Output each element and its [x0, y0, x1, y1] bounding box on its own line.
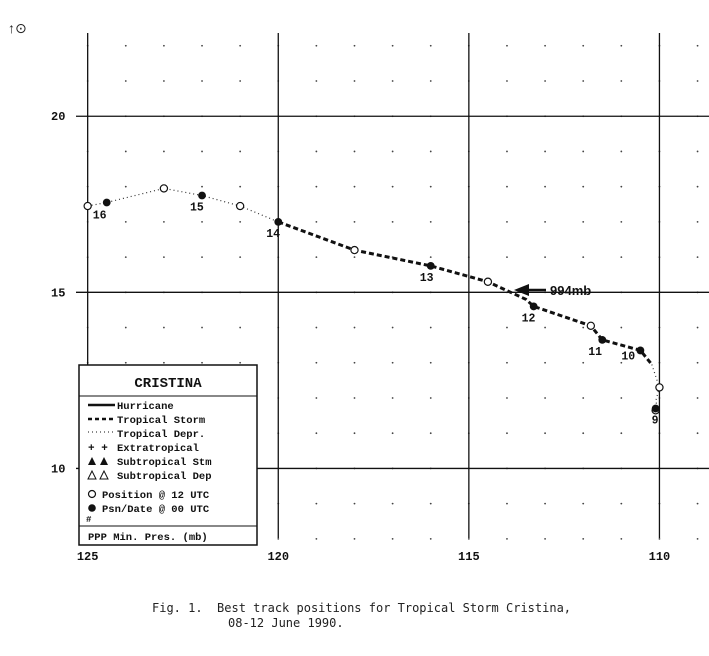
- grid-dot: [697, 221, 699, 223]
- grid-dot: [354, 256, 356, 258]
- grid-dot: [392, 503, 394, 505]
- grid-dot: [544, 151, 546, 153]
- grid-dot: [392, 362, 394, 364]
- legend-label: Subtropical Dep: [117, 471, 212, 483]
- legend-frame: [79, 365, 257, 545]
- x-tick-label: 110: [648, 550, 671, 564]
- grid-dot: [125, 221, 127, 223]
- grid-dot: [354, 151, 356, 153]
- date-label: 14: [266, 227, 281, 241]
- position-12utc-marker: [484, 278, 491, 285]
- grid-dot: [430, 327, 432, 329]
- grid-dot: [163, 256, 165, 258]
- grid-dot: [163, 80, 165, 82]
- grid-dot: [392, 327, 394, 329]
- grid-dot: [620, 432, 622, 434]
- grid-dot: [163, 151, 165, 153]
- grid-dot: [544, 538, 546, 540]
- grid-dot: [201, 327, 203, 329]
- legend-title: CRISTINA: [134, 376, 202, 392]
- grid-dot: [315, 362, 317, 364]
- date-label: 15: [190, 201, 204, 215]
- grid-dot: [239, 45, 241, 47]
- grid-dot: [163, 362, 165, 364]
- grid-dot: [239, 80, 241, 82]
- grid-dot: [506, 327, 508, 329]
- grid-dot: [354, 397, 356, 399]
- grid-dot: [201, 45, 203, 47]
- grid-dot: [239, 151, 241, 153]
- grid-dot: [582, 80, 584, 82]
- grid-dot: [506, 397, 508, 399]
- grid-dot: [430, 538, 432, 540]
- grid-dot: [315, 186, 317, 188]
- grid-dot: [354, 186, 356, 188]
- grid-dot: [430, 221, 432, 223]
- filled-circle-icon: [88, 504, 96, 512]
- grid-dot: [582, 45, 584, 47]
- position-00utc-marker: [530, 303, 538, 311]
- grid-dot: [620, 538, 622, 540]
- caption-line-2: 08-12 June 1990.: [228, 616, 344, 630]
- legend-box: [79, 365, 257, 545]
- grid-dot: [582, 186, 584, 188]
- grid-dot: [582, 151, 584, 153]
- date-label: 16: [92, 209, 107, 223]
- grid-dot: [392, 186, 394, 188]
- grid-dot: [506, 80, 508, 82]
- position-12utc-marker: [656, 384, 663, 391]
- grid-dot: [125, 45, 127, 47]
- grid-dot: [620, 221, 622, 223]
- grid-dot: [392, 538, 394, 540]
- grid-dot: [620, 80, 622, 82]
- grid-dot: [697, 503, 699, 505]
- grid-dot: [544, 362, 546, 364]
- grid-dot: [354, 538, 356, 540]
- grid-dot: [697, 45, 699, 47]
- grid-dot: [697, 327, 699, 329]
- grid-dot: [506, 503, 508, 505]
- grid-dot: [506, 362, 508, 364]
- grid-dot: [315, 151, 317, 153]
- position-12utc-marker: [84, 202, 91, 209]
- track-segment-dotted: [88, 188, 279, 222]
- grid-dot: [315, 538, 317, 540]
- grid-dot: [354, 45, 356, 47]
- legend-label: PPP Min. Pres. (mb): [88, 532, 208, 544]
- grid-dot: [620, 151, 622, 153]
- grid-dot: [582, 256, 584, 258]
- position-12utc-marker: [237, 202, 244, 209]
- grid-dot: [697, 397, 699, 399]
- grid-dot: [697, 538, 699, 540]
- y-tick-label: 20: [51, 110, 66, 125]
- grid-dot: [354, 80, 356, 82]
- grid-dot: [392, 221, 394, 223]
- grid-dot: [582, 503, 584, 505]
- grid-dot: [582, 327, 584, 329]
- date-label: 12: [521, 312, 536, 326]
- grid-dot: [430, 397, 432, 399]
- x-tick-label: 125: [76, 550, 99, 564]
- grid-dot: [315, 397, 317, 399]
- grid-dot: [163, 327, 165, 329]
- grid-dot: [697, 362, 699, 364]
- grid-dot: [430, 503, 432, 505]
- grid-dot: [697, 186, 699, 188]
- grid-dot: [125, 327, 127, 329]
- grid-dot: [506, 256, 508, 258]
- legend-label: Subtropical Stm: [117, 457, 212, 469]
- grid-dot: [430, 45, 432, 47]
- grid-dot: [125, 80, 127, 82]
- position-12utc-marker: [351, 246, 358, 253]
- plus-icon: + +: [88, 443, 108, 455]
- grid-dot: [544, 186, 546, 188]
- position-12utc-marker: [160, 185, 167, 192]
- hash-icon: #: [86, 515, 92, 525]
- legend-label: Psn/Date @ 00 UTC: [102, 504, 210, 516]
- grid-dot: [697, 151, 699, 153]
- date-label: 10: [621, 350, 636, 364]
- grid-dot: [277, 538, 279, 540]
- grid-dot: [506, 538, 508, 540]
- grid-dot: [544, 327, 546, 329]
- grid-dot: [620, 256, 622, 258]
- grid-dot: [430, 151, 432, 153]
- grid-dot: [430, 186, 432, 188]
- grid-dot: [201, 80, 203, 82]
- date-label: 9: [651, 414, 659, 428]
- grid-dot: [354, 503, 356, 505]
- grid-dot: [201, 362, 203, 364]
- annotation-text: 994mb: [550, 283, 592, 298]
- grid-dot: [620, 503, 622, 505]
- grid-dot: [354, 432, 356, 434]
- grid-dot: [392, 397, 394, 399]
- grid-dot: [582, 538, 584, 540]
- grid-dot: [582, 362, 584, 364]
- x-tick-label: 115: [458, 550, 480, 564]
- grid-dot: [239, 221, 241, 223]
- grid-dot: [430, 256, 432, 258]
- position-00utc-marker: [636, 347, 644, 355]
- grid-dot: [201, 186, 203, 188]
- grid-dot: [239, 256, 241, 258]
- grid-dot: [315, 221, 317, 223]
- grid-dot: [506, 45, 508, 47]
- pressure-annotation: [514, 283, 591, 298]
- y-tick-label: 15: [51, 286, 66, 301]
- grid-dot: [620, 186, 622, 188]
- grid-dot: [544, 45, 546, 47]
- grid-dot: [582, 221, 584, 223]
- date-label: 13: [419, 271, 434, 285]
- grid-dot: [239, 327, 241, 329]
- grid-dot: [544, 80, 546, 82]
- grid-dot: [544, 221, 546, 223]
- grid-dot: [315, 45, 317, 47]
- grid-dot: [125, 362, 127, 364]
- date-label: 11: [588, 345, 603, 359]
- grid-dot: [201, 256, 203, 258]
- grid-dot: [468, 538, 470, 540]
- grid-dot: [354, 327, 356, 329]
- grid-dot: [544, 397, 546, 399]
- grid-dot: [125, 151, 127, 153]
- position-12utc-marker: [587, 322, 594, 329]
- legend-label: Hurricane: [117, 401, 174, 413]
- position-00utc-marker: [274, 218, 282, 226]
- caption-line-1: Fig. 1. Best track positions for Tropical Storm Cristina,: [152, 601, 572, 615]
- grid-dot: [354, 362, 356, 364]
- legend-label: Tropical Storm: [117, 415, 206, 427]
- x-tick-label: 120: [267, 550, 290, 564]
- grid-dot: [506, 432, 508, 434]
- grid-dot: [392, 432, 394, 434]
- grid-dot: [392, 80, 394, 82]
- position-00utc-marker: [427, 262, 435, 270]
- grid-dot: [697, 432, 699, 434]
- grid-dot: [697, 80, 699, 82]
- grid-dot: [620, 327, 622, 329]
- position-00utc-marker: [598, 336, 606, 344]
- grid-dot: [163, 221, 165, 223]
- grid-dot: [315, 256, 317, 258]
- grid-dot: [697, 256, 699, 258]
- legend-label: Position @ 12 UTC: [102, 490, 210, 502]
- grid-dot: [620, 397, 622, 399]
- grid-dot: [315, 80, 317, 82]
- grid-dot: [430, 80, 432, 82]
- grid-dot: [201, 151, 203, 153]
- grid-dot: [315, 503, 317, 505]
- grid-dot: [239, 362, 241, 364]
- corner-label: ↑⊙: [8, 20, 27, 36]
- grid-dot: [315, 432, 317, 434]
- grid-dot: [506, 151, 508, 153]
- grid-dot: [430, 432, 432, 434]
- grid-dot: [506, 221, 508, 223]
- grid-dot: [392, 151, 394, 153]
- grid-dot: [620, 45, 622, 47]
- y-tick-label: 10: [51, 462, 66, 477]
- grid-dot: [544, 256, 546, 258]
- grid-dot: [544, 503, 546, 505]
- legend-label: Extratropical: [117, 443, 199, 455]
- position-00utc-marker: [652, 405, 660, 413]
- grid-dot: [430, 362, 432, 364]
- track-segment-dashed: [278, 222, 652, 365]
- grid-dot: [201, 221, 203, 223]
- grid-dot: [125, 186, 127, 188]
- grid-dot: [163, 45, 165, 47]
- grid-dot: [506, 186, 508, 188]
- grid-dot: [544, 432, 546, 434]
- grid-dot: [315, 327, 317, 329]
- grid-dot: [582, 432, 584, 434]
- legend-label: Tropical Depr.: [117, 429, 206, 441]
- figure-caption: [152, 601, 672, 631]
- grid-dot: [239, 186, 241, 188]
- grid-dot: [659, 538, 661, 540]
- grid-dot: [582, 397, 584, 399]
- grid-dot: [125, 256, 127, 258]
- position-00utc-marker: [103, 199, 111, 207]
- position-00utc-marker: [198, 192, 206, 200]
- open-circle-icon: [89, 491, 96, 498]
- grid-dot: [392, 45, 394, 47]
- grid-dot: [354, 221, 356, 223]
